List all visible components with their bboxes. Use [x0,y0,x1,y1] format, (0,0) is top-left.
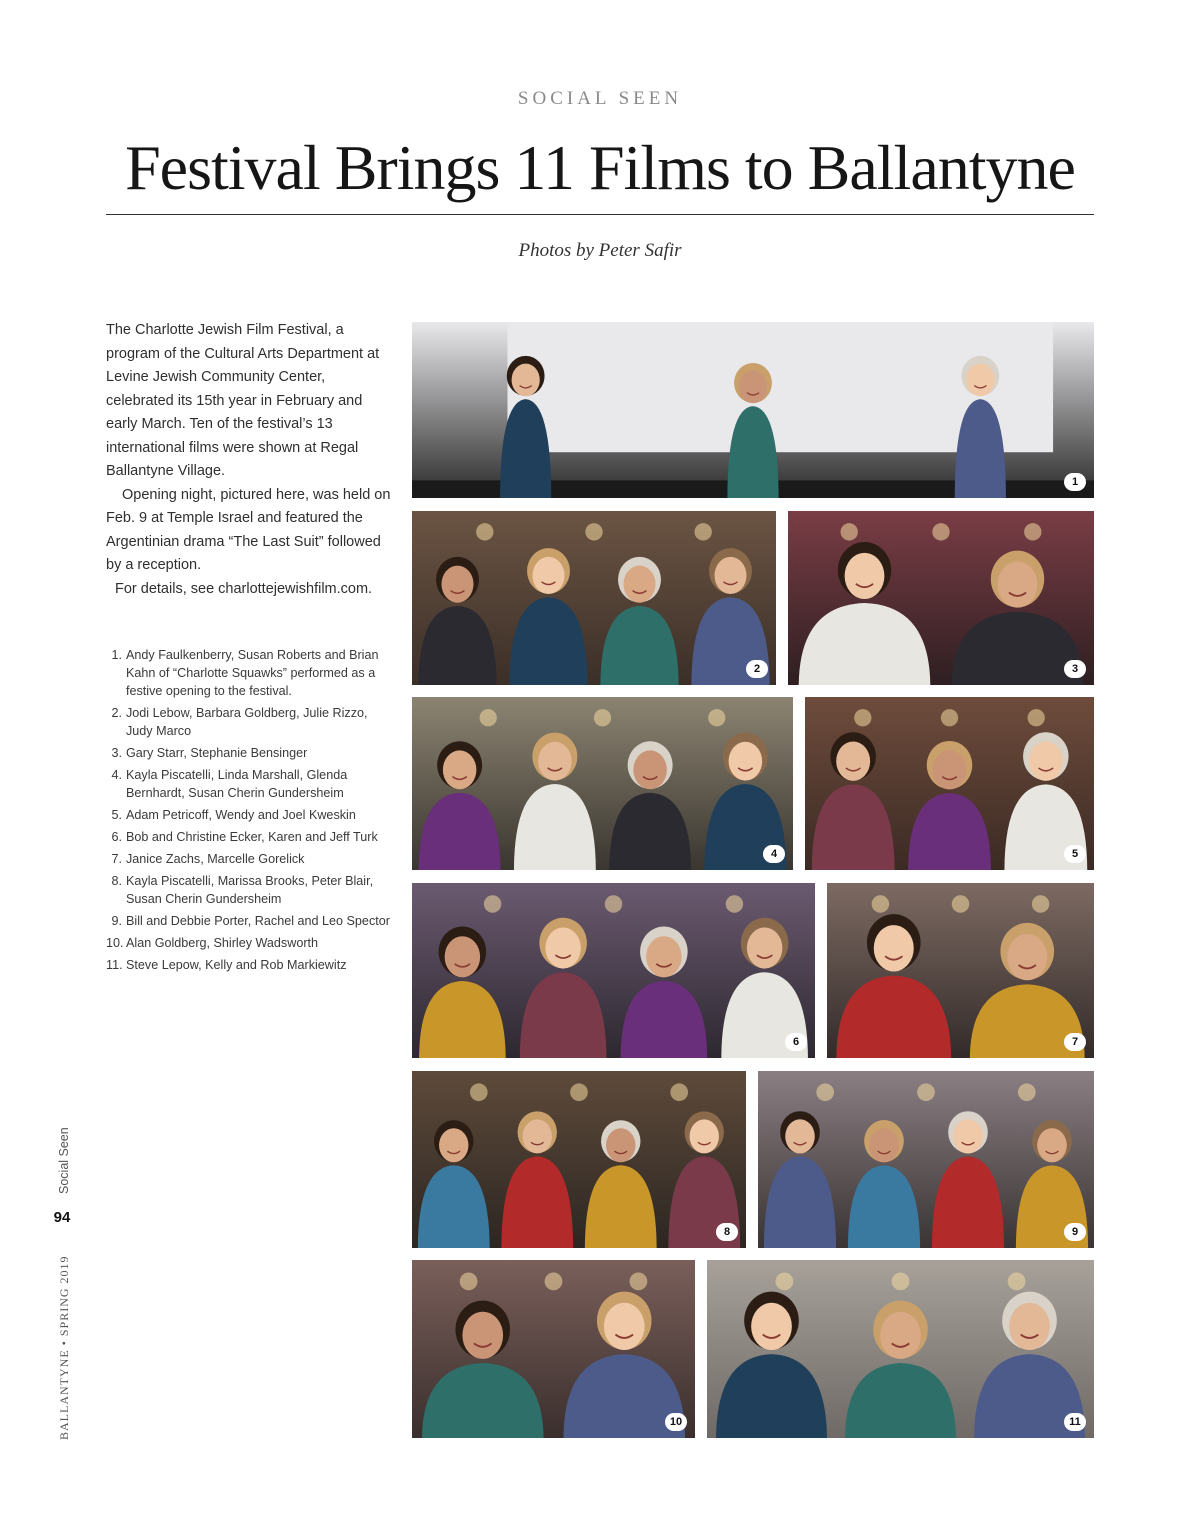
background-light [594,709,611,726]
photo-number-badge: 9 [1064,1223,1086,1241]
page-number: 94 [53,1209,71,1226]
photo [412,322,1094,498]
photo-number-badge: 3 [1064,660,1086,678]
person-figure [727,363,778,498]
photo-number-badge: 5 [1064,845,1086,863]
caption-number: 7. [111,852,122,866]
photo-number-badge: 8 [716,1223,738,1241]
caption-text: Adam Petricoff, Wendy and Joel Kweskin [126,808,356,822]
background-light [952,895,970,913]
background-light [670,1083,688,1101]
caption-text: Jodi Lebow, Barbara Goldberg, Julie Rizzo, Judy Marco [126,706,368,738]
photo [805,697,1094,870]
caption-item [106,704,396,740]
caption-item [106,934,396,952]
caption-text: Gary Starr, Stephanie Bensinger [126,746,308,760]
caption-number: 1. [111,648,122,662]
photo-number-badge: 6 [785,1033,807,1051]
background-light [872,895,890,913]
background-light [484,895,502,913]
caption-item [106,806,396,824]
background-light [630,1272,648,1290]
photo-number-badge: 7 [1064,1033,1086,1051]
photo [412,1260,695,1438]
photo-number-badge: 2 [746,660,768,678]
caption-item [106,850,396,868]
photo [707,1260,1094,1438]
photo-image [412,697,793,870]
person-figure [955,356,1006,498]
photo-credit: Photos by Peter Safir [518,240,682,261]
photo-number-badge: 10 [665,1413,687,1431]
background-light [854,709,871,726]
caption-text: Steve Lepow, Kelly and Rob Markiewitz [126,958,347,972]
photo-image [412,322,1094,498]
background-light [776,1272,794,1290]
photo-image [412,511,776,685]
caption-number: 5. [111,808,122,822]
person-figure [500,356,551,498]
caption-text: Janice Zachs, Marcelle Gorelick [126,852,305,866]
photo-image [827,883,1094,1058]
photo-number-badge: 1 [1064,473,1086,491]
photo [412,1071,746,1248]
publication-name: BALLANTYNE • SPRING 2019 [57,1255,71,1440]
caption-item [106,956,396,974]
photo [827,883,1094,1058]
background-light [1028,709,1045,726]
background-light [460,1272,478,1290]
caption-list [106,646,396,978]
background-light [917,1083,935,1101]
background-light [695,523,712,540]
photo-number-badge: 11 [1064,1413,1086,1431]
background-light [726,895,744,913]
caption-item [106,744,396,762]
background-light [1008,1272,1026,1290]
section-name: Social Seen [57,1127,71,1194]
photo-image [412,1071,746,1248]
photo-image [758,1071,1094,1248]
background-light [932,523,949,540]
background-light [570,1083,588,1101]
background-light [892,1272,910,1290]
background-light [470,1083,488,1101]
photo [758,1071,1094,1248]
background-light [1024,523,1041,540]
photo-image [707,1260,1094,1438]
background-light [480,709,497,726]
caption-number: 4. [111,768,122,782]
caption-item [106,912,396,930]
background-light [941,709,958,726]
caption-number: 10. [106,936,124,950]
photo [412,511,776,685]
background-light [841,523,858,540]
vertical-folio [52,1110,76,1440]
photo [412,883,815,1058]
photo-number-badge: 4 [763,845,785,863]
background-light [545,1272,563,1290]
caption-item [106,872,396,908]
intro-text [106,319,396,601]
caption-text: Bob and Christine Ecker, Karen and Jeff Turk [126,830,378,844]
caption-text: Alan Goldberg, Shirley Wadsworth [126,936,319,950]
photo-image [805,697,1094,870]
photo [788,511,1094,685]
caption-number: 11. [106,958,123,972]
background-light [708,709,725,726]
background-light [1018,1083,1036,1101]
background-light [476,523,493,540]
caption-number: 2. [111,706,122,720]
background-light [816,1083,834,1101]
caption-text: Andy Faulkenberry, Susan Roberts and Brian Kahn of “Charlotte Squawks” performed as a festive opening to the festival. [126,648,379,698]
caption-number: 6. [111,830,122,844]
section-kicker: SOCIAL SEEN [517,88,683,109]
caption-item [106,828,396,846]
caption-number: 9. [111,914,122,928]
caption-text: Bill and Debbie Porter, Rachel and Leo Spector [126,914,390,928]
caption-item [106,646,396,700]
background-light [605,895,623,913]
intro-paragraph: For details, see charlottejewishfilm.com. [115,580,373,597]
caption-text: Kayla Piscatelli, Marissa Brooks, Peter Blair, Susan Cherin Gundersheim [126,874,374,906]
photo-image [788,511,1094,685]
title-rule [106,214,1094,215]
caption-number: 3. [111,746,122,760]
background-light [585,523,602,540]
photo-image [412,883,815,1058]
caption-item [106,766,396,802]
page-title: Festival Brings 11 Films to Ballantyne [125,132,1075,203]
caption-text: Kayla Piscatelli, Linda Marshall, Glenda Bernhardt, Susan Cherin Gundersheim [126,768,348,800]
intro-paragraph: Opening night, pictured here, was held on Feb. 9 at Temple Israel and featured the Argentinian drama “The Last Suit” followed by a reception. [106,486,391,573]
background-light [1032,895,1050,913]
photo-image [412,1260,695,1438]
caption-number: 8. [111,874,122,888]
intro-paragraph: The Charlotte Jewish Film Festival, a program of the Cultural Arts Department at Levine Jewish Community Center, celebrated its 15th year in February and early March. Ten of the festival’s 13 international films were shown at Regal Ballantyne Village. [106,322,380,479]
photo [412,697,793,870]
